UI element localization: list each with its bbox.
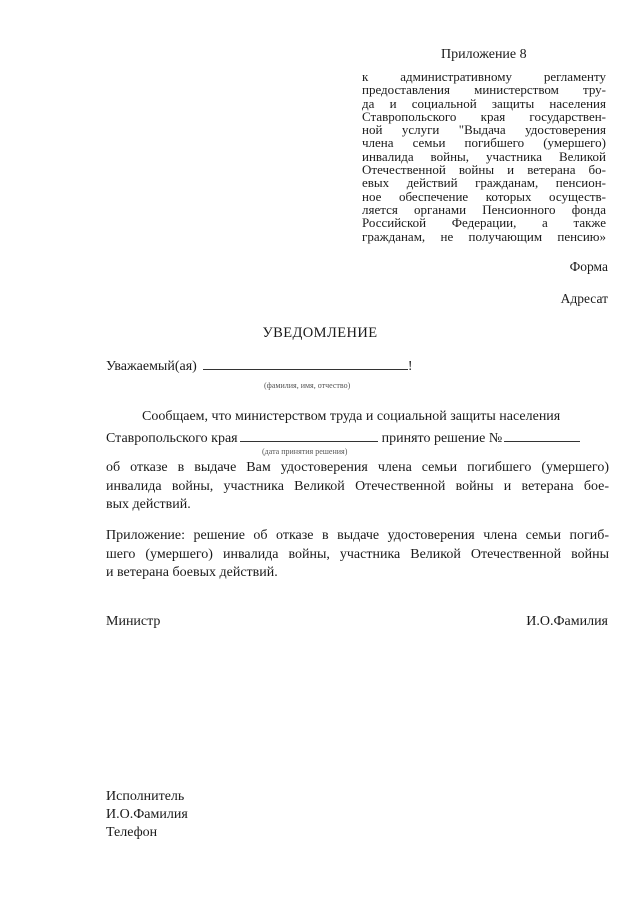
salutation [106,357,412,375]
paragraph-line: об отказе в выдаче Вам удостоверения члена семьи погибшего (умершего) [106,460,609,475]
decision-label: принято решение № [381,431,503,446]
appendix-line: ной услуги "Выдача удостоверения [362,122,606,138]
document-title: УВЕДОМЛЕНИЕ [262,325,378,341]
executor-block [106,788,188,842]
salutation-suffix: ! [407,359,413,374]
paragraph-line: Сообщаем, что министерством труда и социальной защиты населения [142,409,561,424]
paragraph-line: инвалида войны, участника Великой Отечественной войны и ветерана бое- [106,478,609,494]
appendix-line: члена семьи погибшего (умершего) [362,135,606,151]
executor-name: И.О.Фамилия [106,807,188,822]
appendix-line: гражданам, не получающим пенсию» [362,228,606,244]
appendix-line: Отечественной войны и ветерана бо- [362,162,606,178]
appendix-line: предоставления министерством тру- [362,82,606,98]
signatory-name: И.О.Фамилия [526,614,608,629]
appendix-line: ляется органами Пенсионного фонда [362,201,606,217]
salutation-prefix: Уважаемый(ая) [106,359,197,374]
appendix-line: евых действий гражданам, пенсион- [362,175,606,191]
attachment-line: и ветерана боевых действий. [106,565,278,580]
decision-date-blank-field[interactable] [240,429,378,442]
signatory-position: Министр [106,614,161,629]
addressee-label: Адресат [560,291,608,306]
appendix-line: Российской Федерации, а также [362,215,606,231]
paragraph-line: вых действий. [106,497,191,512]
appendix-line: Ставропольского края государствен- [362,108,606,124]
appendix-description [362,70,606,243]
paragraph-body [106,459,609,515]
executor-phone: Телефон [106,825,158,840]
attachment-line: шего (умершего) инвалида войны, участника Великой Отечественной войны [106,546,609,562]
paragraph-line [106,429,580,447]
form-label: Форма [569,259,608,274]
date-hint: (дата принятия решения) [262,447,348,456]
decision-number-blank-field[interactable] [504,429,580,442]
name-blank-field[interactable] [203,357,408,370]
appendix-line: к административному регламенту [362,69,606,84]
attachment-line: Приложение: решение об отказе в выдаче удостоверения члена семьи погиб- [106,528,609,543]
appendix-line: инвалида войны, участника Великой [362,148,606,164]
attachment-paragraph [106,527,609,583]
name-hint: (фамилия, имя, отчество) [264,381,351,390]
appendix-title: Приложение 8 [441,47,527,62]
appendix-line: ное обеспечение которых осуществ- [362,188,606,204]
region-label: Ставропольского края [106,431,238,446]
appendix-line: да и социальной защиты населения [362,95,606,111]
executor-label: Исполнитель [106,789,185,804]
